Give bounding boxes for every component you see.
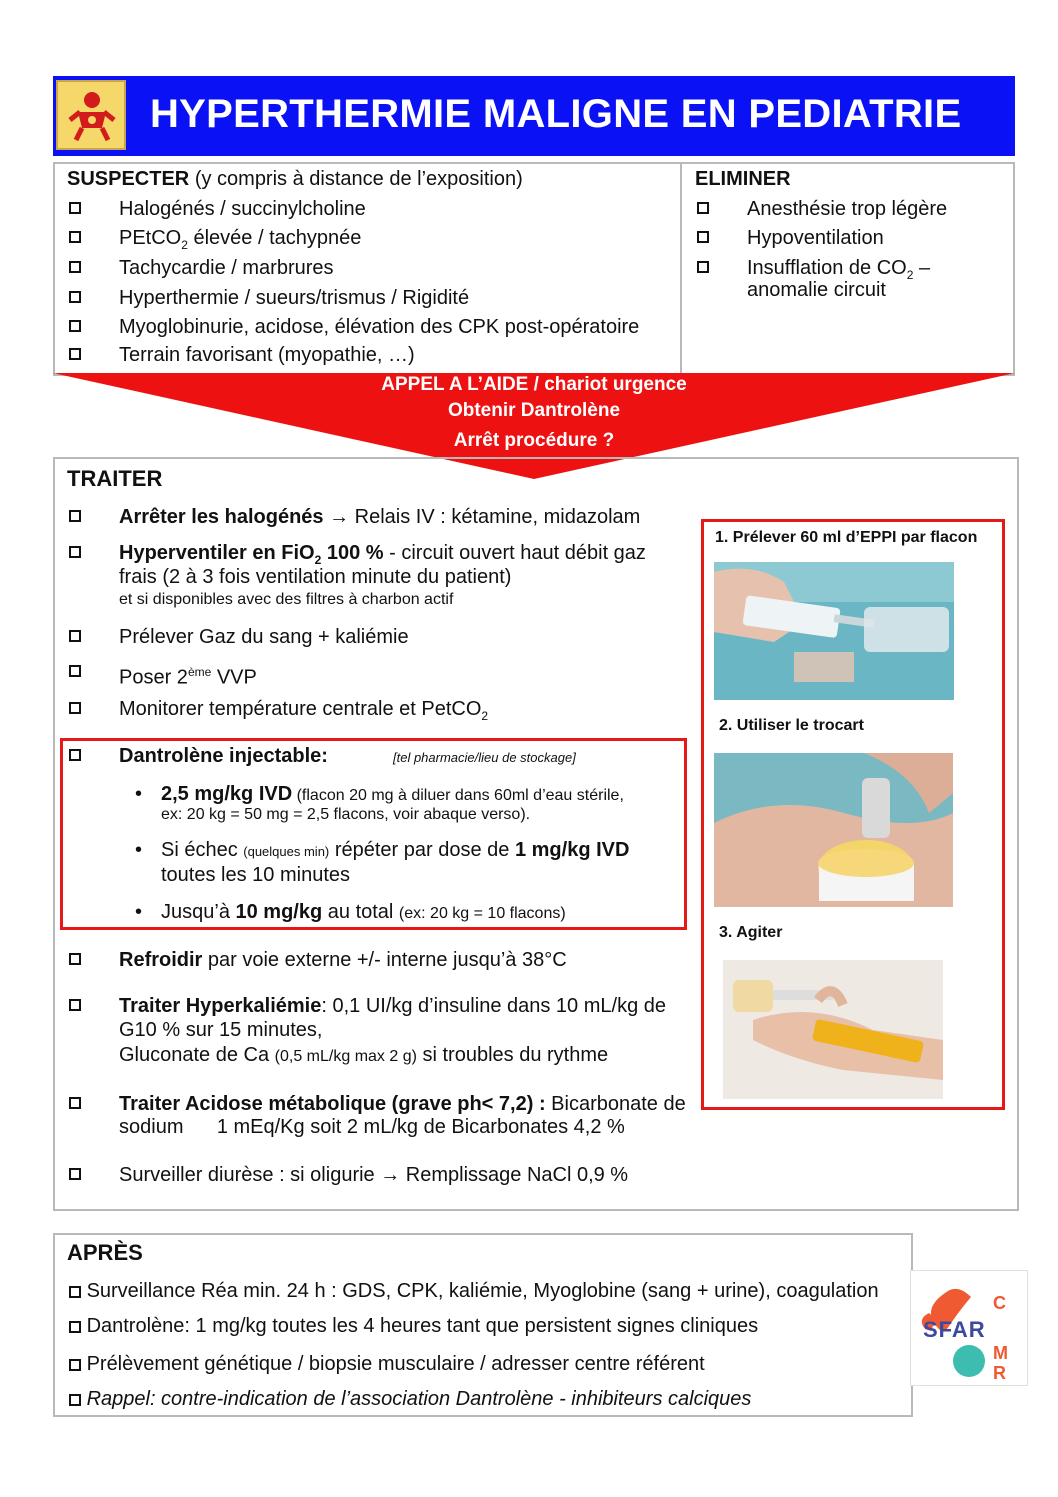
after-item: Surveillance Réa min. 24 h : GDS, CPK, kaliémie, Myoglobine (sang + urine), coagulation xyxy=(69,1280,879,1303)
treat-item-cont: sodium 1 mEq/Kg soit 2 mL/kg de Bicarbonates 4,2 % xyxy=(119,1116,625,1138)
checkbox-icon[interactable] xyxy=(69,1286,81,1298)
checkbox-icon[interactable] xyxy=(697,231,709,243)
suspect-heading-label: SUSPECTER xyxy=(67,168,190,190)
baby-icon xyxy=(56,80,126,150)
checkbox-icon[interactable] xyxy=(69,1359,81,1371)
suspect-heading xyxy=(67,168,523,191)
checkbox-icon[interactable] xyxy=(69,665,81,677)
logo-letter: M xyxy=(993,1343,1008,1363)
page-title: HYPERTHERMIE MALIGNE EN PEDIATRIE xyxy=(150,92,962,136)
shake-photo xyxy=(723,960,943,1099)
step-1-caption: 1. Prélever 60 ml d’EPPI par flacon xyxy=(715,529,978,546)
checkbox-icon[interactable] xyxy=(69,1097,81,1109)
logo-letter: R xyxy=(993,1363,1006,1383)
checkbox-icon[interactable] xyxy=(69,546,81,558)
dose-bullet-cont: toutes les 10 minutes xyxy=(161,864,350,886)
alert-line-1: APPEL A L’AIDE / chariot urgence xyxy=(381,374,687,395)
logo-letter: C xyxy=(993,1293,1006,1313)
checkbox-icon[interactable] xyxy=(69,702,81,714)
checkbox-icon[interactable] xyxy=(69,231,81,243)
treat-item-note: et si disponibles avec des filtres à charbon actif xyxy=(119,591,454,608)
dose-bullet-cont: ex: 20 kg = 50 mg = 2,5 flacons, voir abaque verso). xyxy=(161,806,531,823)
alert-line-3: Arrêt procédure ? xyxy=(453,430,615,451)
checkbox-icon[interactable] xyxy=(69,202,81,214)
checkbox-icon[interactable] xyxy=(69,510,81,522)
divider xyxy=(680,162,682,376)
checkbox-icon[interactable] xyxy=(69,1394,81,1406)
after-item: Prélèvement génétique / biopsie musculaire / adresser centre référent xyxy=(69,1353,705,1376)
sfar-logo xyxy=(910,1270,1028,1386)
checkbox-icon[interactable] xyxy=(697,261,709,273)
checkbox-icon[interactable] xyxy=(69,1168,81,1180)
logo-text: SFAR xyxy=(923,1317,986,1342)
checkbox-icon[interactable] xyxy=(69,1321,81,1333)
suspect-heading-note: (y compris à distance de l’exposition) xyxy=(194,168,523,190)
alert-line-2: Obtenir Dantrolène xyxy=(447,400,621,421)
dantrolene-note: [tel pharmacie/lieu de stockage] xyxy=(393,750,576,765)
syringe-photo xyxy=(714,562,954,700)
checkbox-icon[interactable] xyxy=(69,348,81,360)
checkbox-icon[interactable] xyxy=(69,291,81,303)
checkbox-icon[interactable] xyxy=(69,999,81,1011)
treat-item-cont: Gluconate de Ca (0,5 mL/kg max 2 g) si troubles du rythme xyxy=(119,1044,609,1066)
step-2-caption: 2. Utiliser le trocart xyxy=(719,717,864,734)
after-item: Dantrolène: 1 mg/kg toutes les 4 heures tant que persistent signes cliniques xyxy=(69,1315,758,1338)
step-3-caption: 3. Agiter xyxy=(719,924,783,941)
eliminate-heading: ELIMINER xyxy=(695,168,791,190)
eliminate-item-cont: anomalie circuit xyxy=(747,279,886,301)
checkbox-icon[interactable] xyxy=(69,320,81,332)
checkbox-icon[interactable] xyxy=(69,630,81,642)
checkbox-icon[interactable] xyxy=(69,261,81,273)
trocar-photo xyxy=(714,753,953,907)
checkbox-icon[interactable] xyxy=(69,953,81,965)
after-heading: APRÈS xyxy=(67,1240,143,1265)
treat-item-cont: frais (2 à 3 fois ventilation minute du patient) xyxy=(119,566,512,588)
treat-heading: TRAITER xyxy=(67,466,163,491)
treat-item-cont: G10 % sur 15 minutes, xyxy=(119,1019,323,1041)
checkbox-icon[interactable] xyxy=(697,202,709,214)
after-item: Rappel: contre-indication de l’association Dantrolène - inhibiteurs calciques xyxy=(69,1388,751,1411)
checkbox-icon[interactable] xyxy=(69,749,81,761)
